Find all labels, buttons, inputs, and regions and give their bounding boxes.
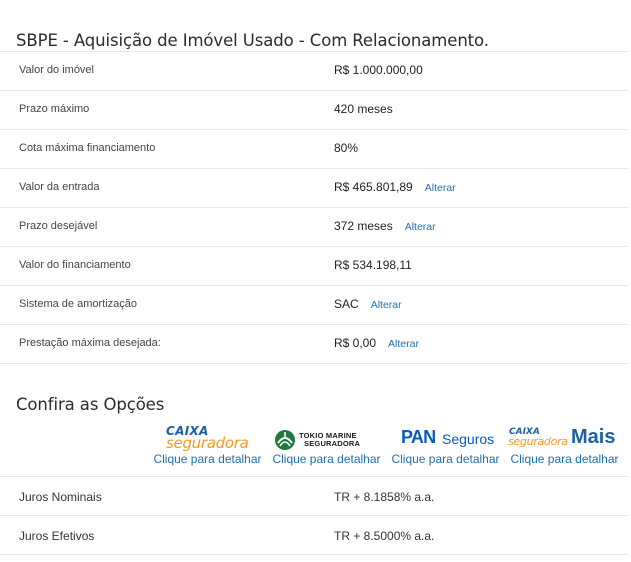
comparison-row-nominal-interest	[0, 477, 628, 516]
seguradora-mais-logo-word: seguradora	[508, 435, 568, 448]
seguradora-logo-word: seguradora	[166, 434, 249, 452]
summary-value-text: R$ 465.801,89	[334, 180, 413, 194]
summary-row-max-installment	[0, 325, 628, 364]
insurer-caixa-seguradora-mais	[507, 423, 622, 471]
options-title: Confira as Opções	[16, 395, 165, 414]
insurer-options	[0, 423, 631, 473]
simulation-summary-table	[0, 51, 628, 364]
summary-value	[334, 336, 419, 350]
caixa-logo-word: CAIXA	[166, 424, 209, 438]
summary-row-max-term	[0, 91, 628, 130]
summary-row-property-value	[0, 52, 628, 91]
summary-label: Prazo desejável	[19, 220, 98, 232]
summary-value	[334, 141, 358, 155]
summary-label: Valor da entrada	[19, 181, 100, 193]
mais-logo-word: Mais	[571, 426, 616, 448]
summary-value-text: SAC	[334, 297, 359, 311]
insurer-pan-seguros	[388, 423, 503, 471]
summary-value-text: R$ 0,00	[334, 336, 377, 350]
summary-row-financing-value	[0, 247, 628, 286]
summary-row-desired-term	[0, 208, 628, 247]
summary-label: Prazo máximo	[19, 103, 90, 115]
pan-seguros-logo[interactable]	[388, 423, 503, 453]
summary-value-text: R$ 1.000.000,00	[334, 63, 423, 77]
summary-label: Sistema de amortização	[19, 298, 137, 310]
comparison-value: TR + 8.1858% a.a.	[334, 490, 435, 504]
summary-label: Prestação máxima desejada:	[19, 337, 161, 349]
summary-value	[334, 63, 423, 77]
caixa-seguradora-mais-logo[interactable]	[507, 423, 622, 453]
tokio-marine-logo-name: TOKIO MARINE	[299, 431, 357, 440]
summary-value	[334, 258, 412, 272]
comparison-row-effective-interest	[0, 516, 628, 555]
alter-desired-term-link[interactable]: Alterar	[404, 221, 436, 233]
summary-row-down-payment	[0, 169, 628, 208]
summary-label: Valor do financiamento	[19, 259, 131, 271]
page-title: SBPE - Aquisição de Imóvel Usado - Com Relacionamento.	[16, 31, 489, 50]
alter-down-payment-link[interactable]: Alterar	[424, 182, 456, 194]
summary-value	[334, 297, 402, 311]
summary-value-text: R$ 534.198,11	[334, 258, 412, 272]
summary-value	[334, 219, 436, 233]
alter-max-installment-link[interactable]: Alterar	[388, 338, 419, 350]
comparison-label: Juros Nominais	[19, 490, 102, 504]
detail-link-tokio-marine[interactable]: Clique para detalhar	[272, 452, 381, 466]
tokio-marine-emblem-icon	[274, 429, 296, 451]
detail-link-pan-seguros[interactable]: Clique para detalhar	[391, 452, 500, 466]
detail-link-caixa-seguradora-mais[interactable]: Clique para detalhar	[510, 452, 619, 466]
pan-seguros-logo-word: Seguros	[442, 431, 495, 447]
comparison-label: Juros Efetivos	[19, 529, 95, 543]
caixa-mais-logo-word: CAIXA	[509, 427, 540, 437]
tokio-marine-logo[interactable]	[269, 423, 384, 453]
summary-value	[334, 180, 456, 194]
insurer-tokio-marine	[269, 423, 384, 471]
insurer-caixa-seguradora	[150, 423, 265, 471]
summary-row-amortization	[0, 286, 628, 325]
comparison-value: TR + 8.5000% a.a.	[334, 529, 435, 543]
summary-value	[334, 102, 393, 116]
pan-logo-word: PAN	[401, 427, 436, 447]
summary-label: Valor do imóvel	[19, 64, 94, 76]
options-comparison-table	[0, 476, 628, 555]
summary-value-text: 420 meses	[334, 102, 393, 116]
summary-value-text: 372 meses	[334, 219, 393, 233]
detail-link-caixa-seguradora[interactable]: Clique para detalhar	[153, 452, 262, 466]
tokio-marine-logo-text	[299, 432, 360, 448]
summary-row-max-quota	[0, 130, 628, 169]
summary-value-text: 80%	[334, 141, 359, 155]
caixa-seguradora-logo[interactable]	[150, 423, 265, 453]
alter-amortization-link[interactable]: Alterar	[370, 299, 402, 311]
summary-label: Cota máxima financiamento	[19, 142, 156, 154]
tokio-marine-logo-sub: SEGURADORA	[304, 439, 361, 448]
